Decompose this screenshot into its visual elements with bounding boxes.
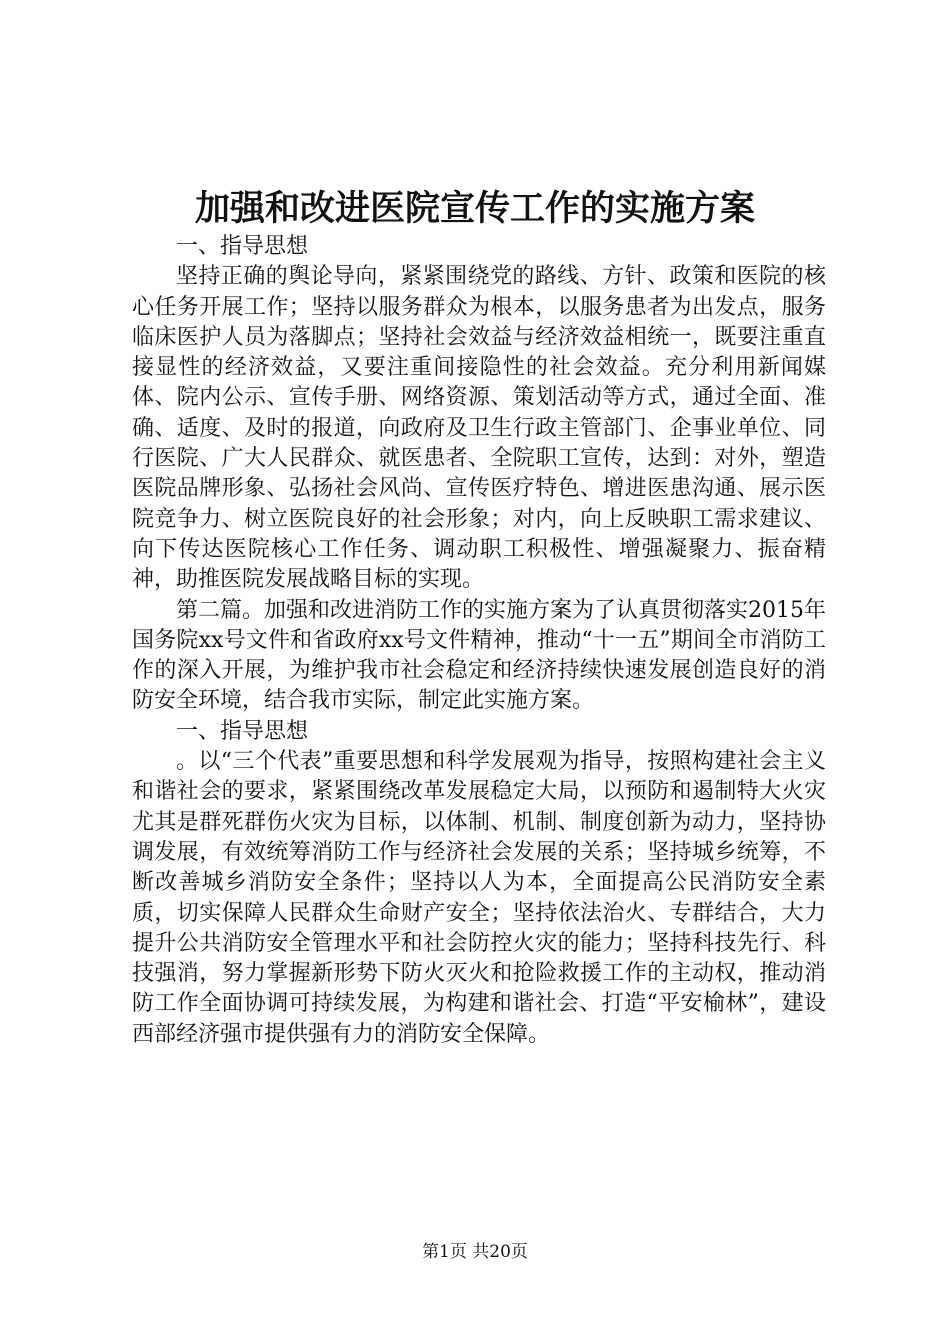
paragraph: 坚持正确的舆论导向，紧紧围绕党的路线、方针、政策和医院的核心任务开展工作；坚持以服务群众为根本，以服务患者为出发点，服务临床医护人员为落脚点；坚持社会效益与经济效益相统一，既要注重直接显性的经济效益，又要注重间接隐性的社会效益。充分利用新闻媒体、院内公示、宣传手册、网络资源、策划活动等方式，通过全面、准确、适度、及时的报道，向政府及卫生行政主管部门、企事业单位、同行医院、广大人民群众、就医患者、全院职工宣传，达到：对外，塑造医院品牌形象、弘扬社会风尚、宣传医疗特色、增进医患沟通、展示医院竞争力、树立医院良好的社会形象；对内，向上反映职工需求建议、向下传达医院核心工作任务、调动职工积极性、增强凝聚力、振奋精神，助推医院发展战略目标的实现。 [132, 264, 826, 593]
document-body [132, 232, 826, 1050]
page-indicator: 第1页 共20页 [422, 1242, 528, 1262]
section-heading: 一、指导思想 [176, 718, 309, 744]
page-footer [0, 1240, 950, 1264]
document-title: 加强和改进医院宣传工作的实施方案 [194, 188, 755, 229]
paragraph: 第二篇。加强和改进消防工作的实施方案为了认真贯彻落实2015年国务院xx号文件和省政府xx号文件精神，推动“十一五”期间全市消防工作的深入开展，为维护我市社会稳定和经济持续快速发展创造良好的消防安全环境，结合我市实际，制定此实施方案。 [132, 597, 826, 714]
section-heading: 一、指导思想 [176, 234, 309, 259]
paragraph: 。以“三个代表”重要思想和科学发展观为指导，按照构建社会主义和谐社会的要求，紧紧围绕改革发展稳定大局，以预防和遏制特大火灾尤其是群死群伤火灾为目标，以体制、机制、制度创新为动力，坚持协调发展，有效统筹消防工作与经济社会发展的关系；坚持城乡统筹，不断改善城乡消防安全条件；坚持以人为本，全面提高公民消防安全素质，切实保障人民群众生命财产安全；坚持依法治火、专群结合，大力提升公共消防安全管理水平和社会防控火灾的能力；坚持科技先行、科技强消，努力掌握新形势下防火灭火和抢险救援工作的主动权，推动消防工作全面协调可持续发展，为构建和谐社会、打造“平安榆林”，建设西部经济强市提供强有力的消防安全保障。 [132, 749, 826, 1047]
